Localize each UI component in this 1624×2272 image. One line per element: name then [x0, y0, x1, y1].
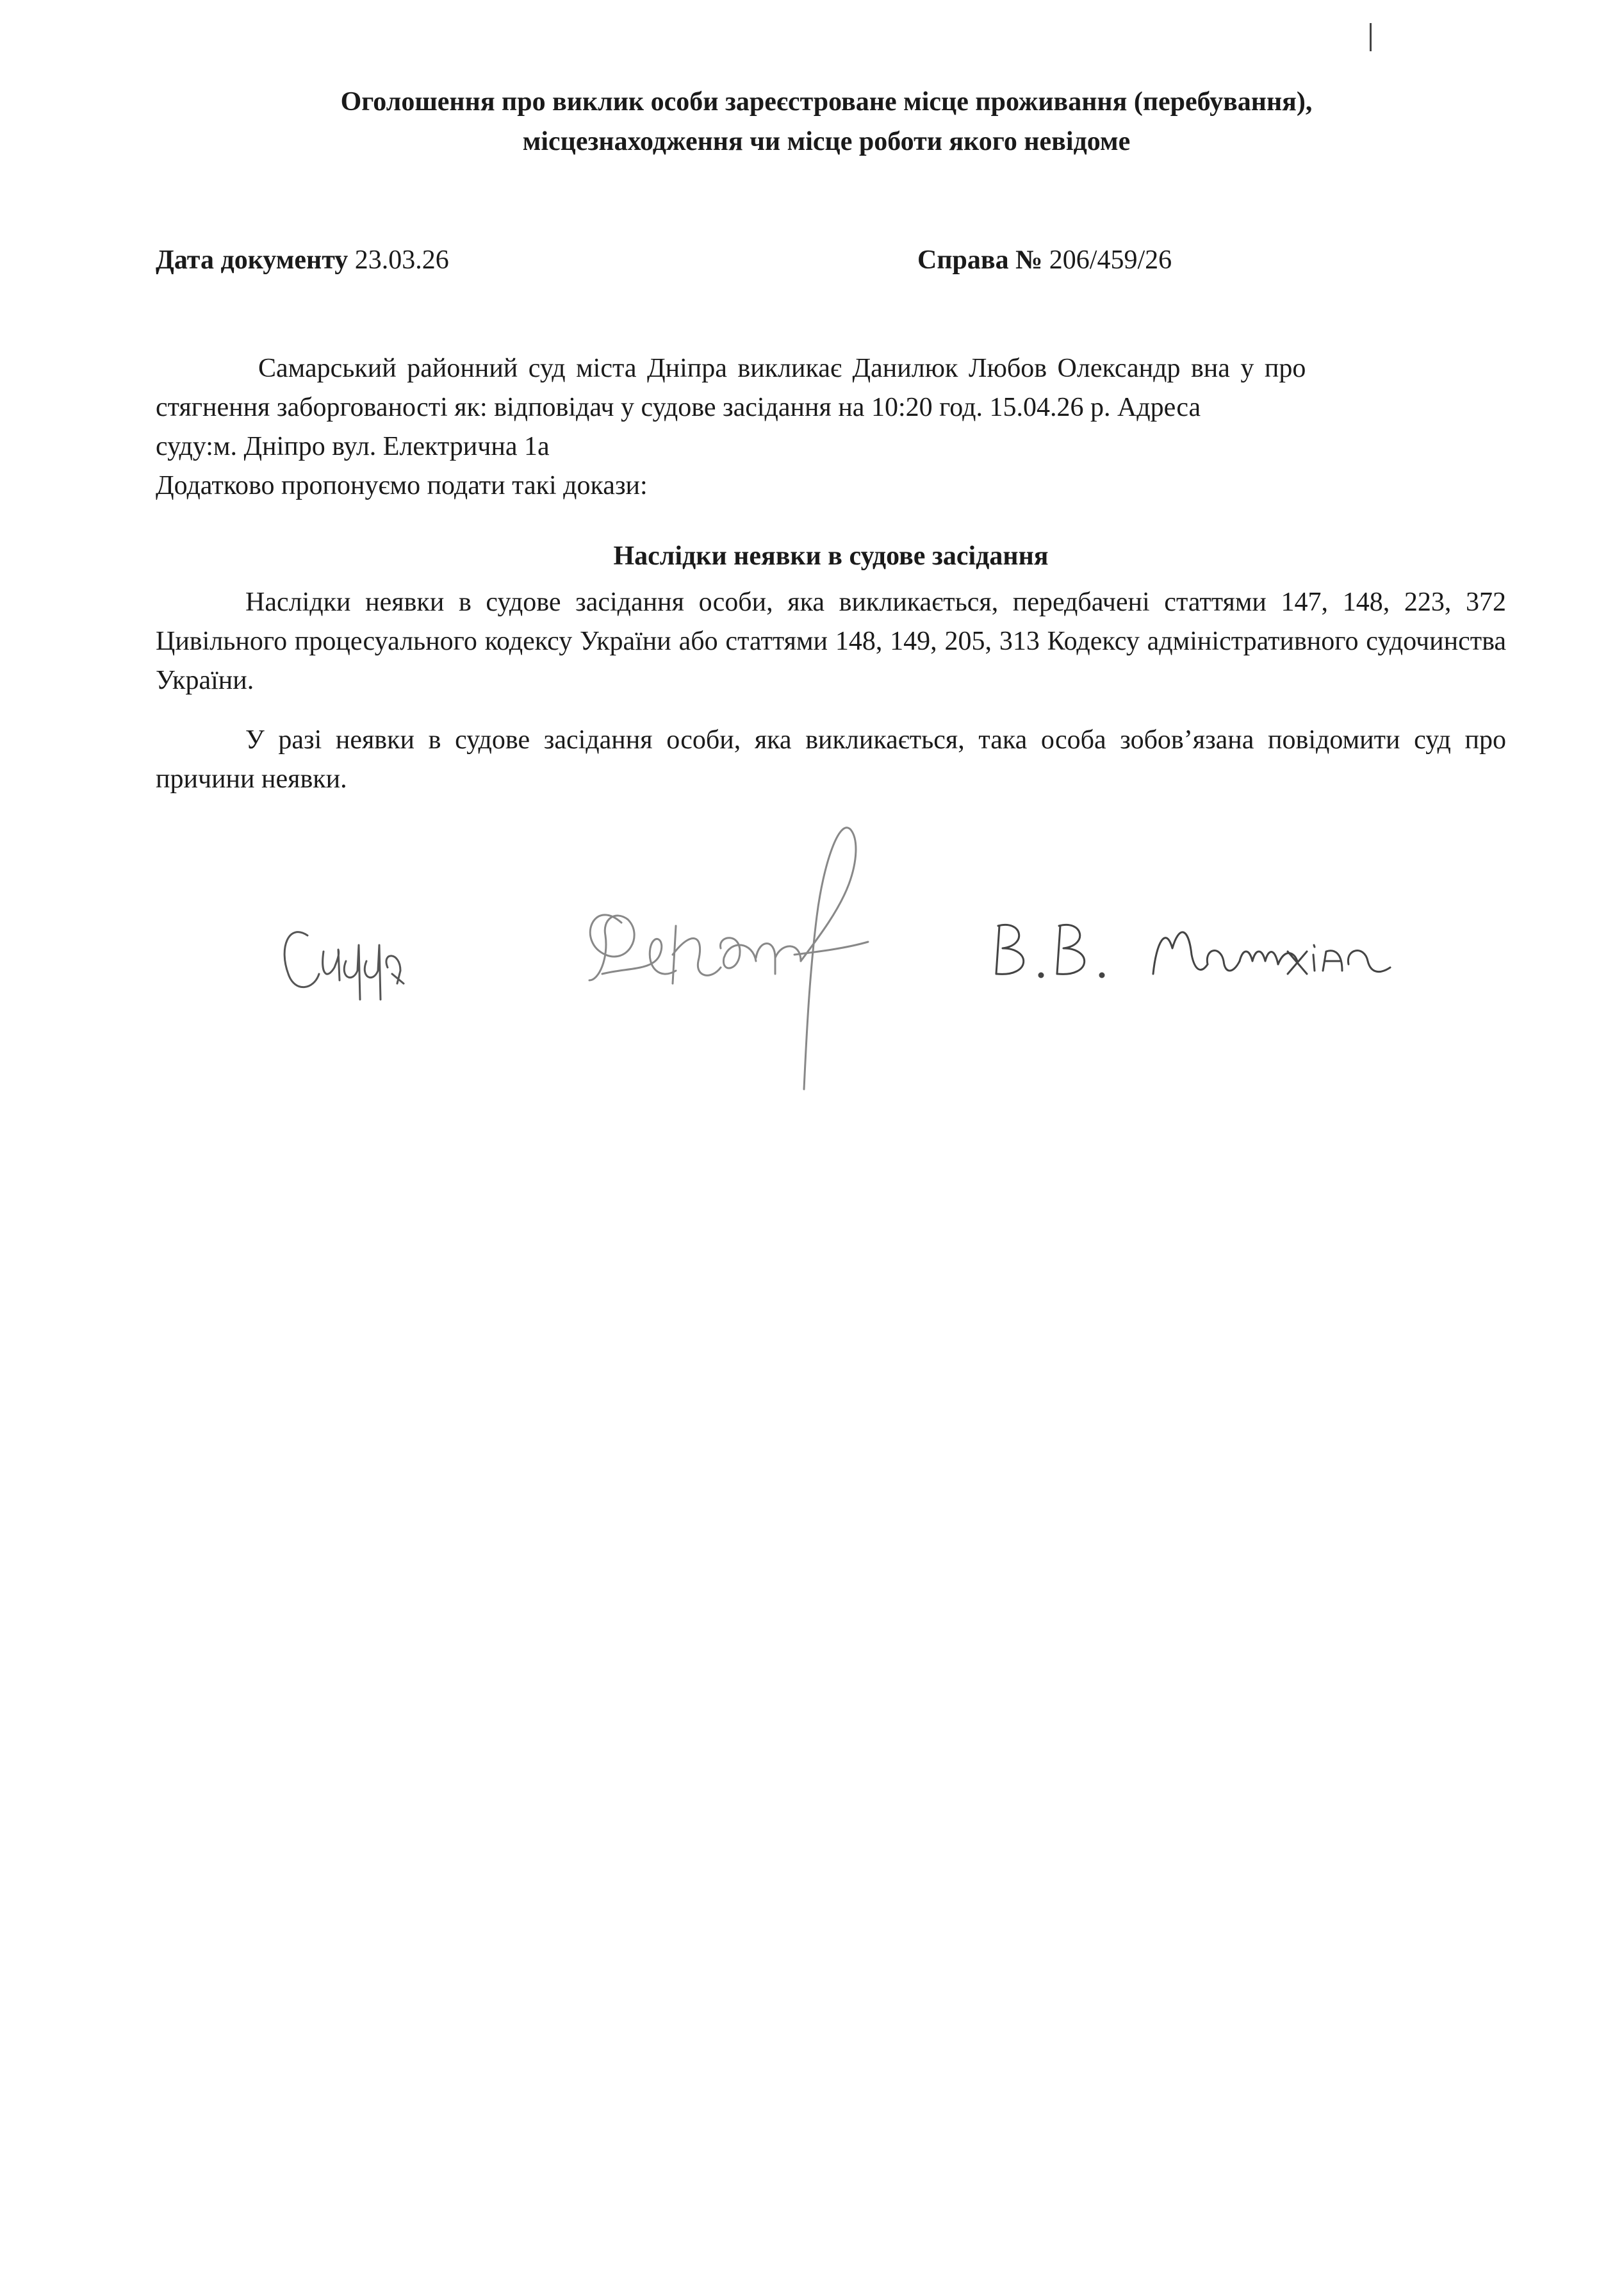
- title-line-1: Оголошення про виклик особи зареєстроване місце проживання (перебування),: [340, 87, 1313, 117]
- summons-text: [156, 349, 1506, 506]
- consequences-paragraph-2: У разі неявки в судове засідання особи, яка викликається, така особа зобов’язана повідомити суд про причини неявки.: [156, 725, 1506, 794]
- signature-name: [996, 925, 1390, 977]
- case-value: 206/459/26: [1049, 245, 1172, 275]
- consequences-paragraph-1: Наслідки неявки в судове засідання особи, яка викликається, передбачені статтями 147, 148, 223, 372 Цивільного процесуального кодексу України або статтями 148, 149, 205, 313 Кодексу адміністративного судочинства України.: [156, 588, 1506, 695]
- case-label: Справа №: [917, 245, 1043, 275]
- date-value: 23.03.26: [354, 245, 449, 275]
- document-title: [154, 82, 1499, 161]
- title-line-2: місцезнаходження чи місце роботи якого невідоме: [522, 127, 1131, 156]
- summons-line-2: стягнення заборгованості як: відповідач у судове засідання на 10:20 год. 15.04.26 р. Адреса: [156, 393, 1201, 422]
- handwritten-signature-icon: [243, 788, 1461, 1096]
- signature-block: [243, 788, 1461, 1096]
- summons-line-1: Самарський районний суд міста Дніпра викликає Данилюк Любов Олександр вна у про: [258, 354, 1306, 383]
- signature-mark: [589, 828, 868, 1089]
- consequences-heading: Наслідки неявки в судове засідання: [613, 541, 1049, 571]
- document-date: [156, 242, 449, 278]
- margin-mark: [1370, 23, 1372, 51]
- signature-role: [284, 932, 404, 1000]
- summons-line-3: суду:м. Дніпро вул. Електрична 1а: [156, 432, 550, 461]
- date-label: Дата документу: [156, 245, 349, 275]
- consequences-paragraph-1-block: [156, 583, 1506, 700]
- consequences-paragraph-2-block: [156, 721, 1506, 799]
- summons-line-4: Додатково пропонуємо подати такі докази:: [156, 471, 648, 500]
- case-number: [917, 242, 1172, 278]
